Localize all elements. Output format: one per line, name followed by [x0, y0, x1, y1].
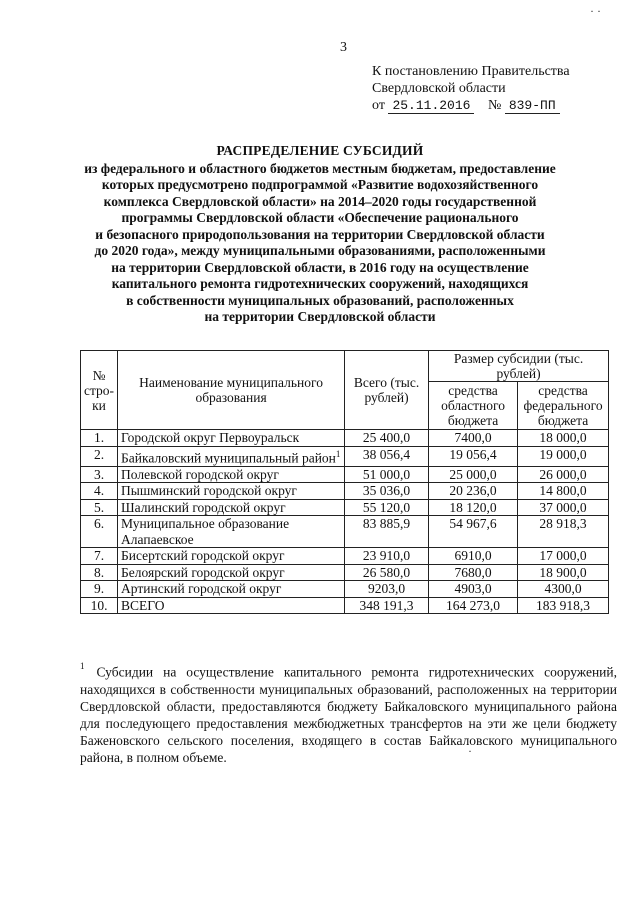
row-name: Белоярский городской округ	[118, 564, 345, 581]
row-num: 5.	[81, 499, 118, 516]
row-name: Полевской городской округ	[118, 466, 345, 483]
row-num: 8.	[81, 564, 118, 581]
attachment-line-2: Свердловской области	[372, 81, 506, 96]
header-subsidy-size: Размер субсидии (тыс. рублей)	[429, 351, 609, 382]
row-num: 10.	[81, 597, 118, 614]
row-regional: 7680,0	[429, 564, 518, 581]
row-num: 4.	[81, 483, 118, 500]
row-regional: 164 273,0	[429, 597, 518, 614]
title-line: которых предусмотрено подпрограммой «Развитие водохозяйственного	[101, 177, 539, 192]
row-num: 9.	[81, 581, 118, 598]
header-total: Всего (тыс. рублей)	[345, 351, 429, 430]
table-row	[81, 466, 609, 483]
row-total: 51 000,0	[345, 466, 429, 483]
row-name: Городской округ Первоуральск	[118, 430, 345, 447]
row-num: 6.	[81, 516, 118, 548]
attachment-date-line	[372, 97, 570, 114]
row-name-cell	[118, 446, 345, 466]
row-name: Артинский городской округ	[118, 581, 345, 598]
scan-artifact: ·	[468, 744, 472, 758]
attachment-line-1: К постановлению Правительства	[372, 64, 570, 79]
row-total: 9203,0	[345, 581, 429, 598]
row-federal: 17 000,0	[518, 548, 609, 565]
row-num: 3.	[81, 466, 118, 483]
footnote-ref: 1	[335, 448, 341, 459]
table-row	[81, 483, 609, 500]
table-row	[81, 548, 609, 565]
header-regional: средства областного бюджета	[429, 382, 518, 430]
row-name: Пышминский городской округ	[118, 483, 345, 500]
row-total: 23 910,0	[345, 548, 429, 565]
title-line: программы Свердловской области «Обеспечение рационального	[121, 210, 519, 225]
row-federal: 28 918,3	[518, 516, 609, 548]
row-federal: 18 900,0	[518, 564, 609, 581]
row-federal: 26 000,0	[518, 466, 609, 483]
row-regional: 4903,0	[429, 581, 518, 598]
row-regional: 54 967,6	[429, 516, 518, 548]
row-regional: 6910,0	[429, 548, 518, 565]
row-total: 55 120,0	[345, 499, 429, 516]
number-prefix: №	[487, 98, 502, 113]
title-line: комплекса Свердловской области» на 2014–2020 годы государственной	[103, 193, 537, 209]
title-line: на территории Свердловской области	[204, 309, 436, 324]
title-heading: РАСПРЕДЕЛЕНИЕ СУБСИДИЙ	[216, 143, 424, 158]
title-line: до 2020 года», между муниципальными образованиями, расположенными	[94, 243, 546, 258]
row-name: ВСЕГО	[118, 597, 345, 614]
table-row	[81, 430, 609, 447]
table-row	[81, 516, 609, 548]
row-total: 26 580,0	[345, 564, 429, 581]
title-line: и безопасного природопользования на территории Свердловской области	[95, 226, 545, 242]
title-line: на территории Свердловской области, в 2016 году на осуществление	[111, 259, 529, 275]
row-name: Муниципальное образование Алапаевское	[118, 516, 345, 548]
page-number: 3	[340, 40, 347, 55]
row-federal: 37 000,0	[518, 499, 609, 516]
resolution-date: 25.11.2016	[388, 98, 474, 114]
header-federal: средства федерального бюджета	[518, 382, 609, 430]
resolution-number: 839-ПП	[505, 98, 560, 114]
row-total: 38 056,4	[345, 446, 429, 466]
subsidy-table	[80, 350, 609, 614]
row-federal: 18 000,0	[518, 430, 609, 447]
title-line: в собственности муниципальных образований, расположенных	[126, 292, 514, 308]
row-total: 35 036,0	[345, 483, 429, 500]
table-row	[81, 499, 609, 516]
row-regional: 7400,0	[429, 430, 518, 447]
table-row	[81, 446, 609, 466]
row-num: 2.	[81, 446, 118, 466]
scan-artifact: · ·	[590, 4, 601, 18]
row-regional: 19 056,4	[429, 446, 518, 466]
footnote-mark: 1	[80, 661, 85, 671]
row-federal: 4300,0	[518, 581, 609, 598]
attachment-header	[372, 63, 570, 114]
row-name: Шалинский городской округ	[118, 499, 345, 516]
footnote	[80, 660, 617, 766]
table-row-total	[81, 597, 609, 614]
row-regional: 20 236,0	[429, 483, 518, 500]
header-name: Наименование муниципального образования	[118, 351, 345, 430]
document-title	[60, 143, 580, 326]
row-name: Байкаловский муниципальный район	[121, 450, 336, 465]
row-num: 7.	[81, 548, 118, 565]
row-federal: 14 800,0	[518, 483, 609, 500]
row-federal: 183 918,3	[518, 597, 609, 614]
table-row	[81, 564, 609, 581]
date-prefix: от	[372, 98, 385, 113]
row-regional: 18 120,0	[429, 499, 518, 516]
row-total: 25 400,0	[345, 430, 429, 447]
title-line: из федерального и областного бюджетов местным бюджетам, предоставление	[84, 160, 556, 176]
header-num: № стро-ки	[81, 351, 118, 430]
row-name: Бисертский городской округ	[118, 548, 345, 565]
row-regional: 25 000,0	[429, 466, 518, 483]
row-total: 348 191,3	[345, 597, 429, 614]
title-line: капитального ремонта гидротехнических сооружений, находящихся	[111, 276, 529, 291]
row-federal: 19 000,0	[518, 446, 609, 466]
table-row	[81, 581, 609, 598]
row-num: 1.	[81, 430, 118, 447]
row-total: 83 885,9	[345, 516, 429, 548]
footnote-text: Субсидии на осуществление капитального ремонта гидротехнических сооружений, находящихся в собственности муниципальных образований, расположенных на территории Свердловской области, предоставляются бюджету Байкаловского муниципального района для последующего предоставления межбюджетных трансфертов на эти же цели бюджету Баженовского сельского поселения, входящего в состав Байкаловского муниципального района, в полном объеме.	[80, 664, 617, 765]
